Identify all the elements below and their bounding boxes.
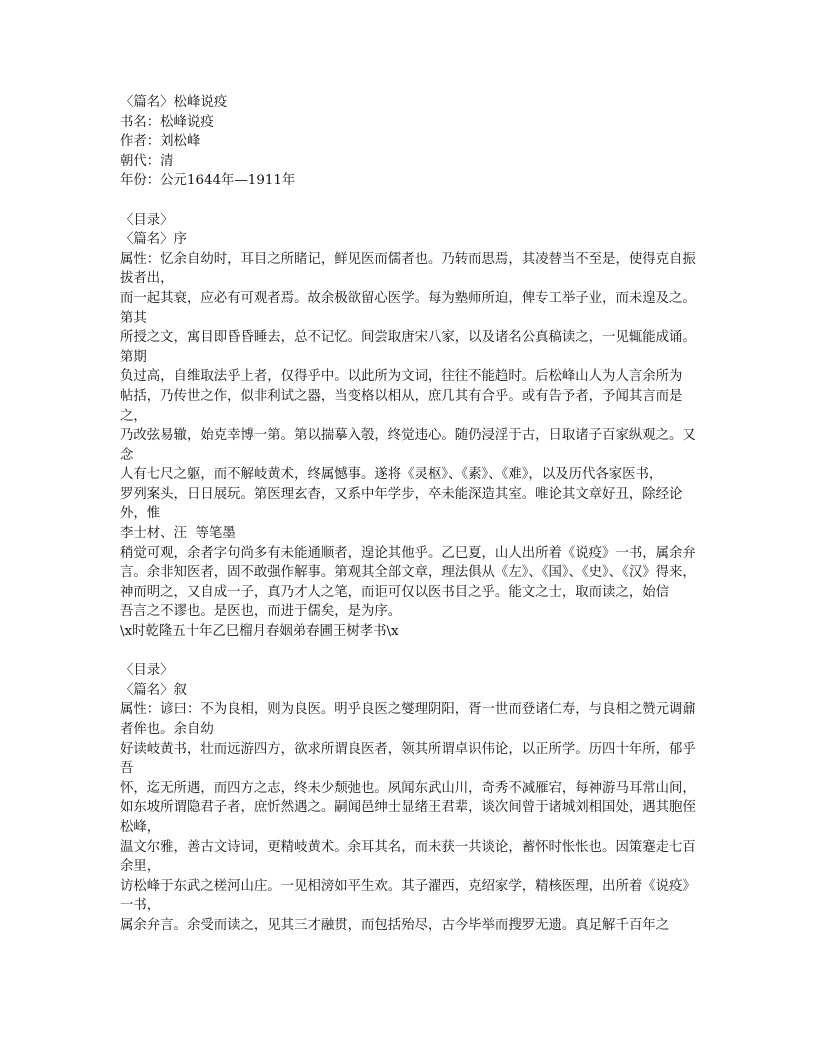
text-line: 而一起其衰，应必有可观者焉。故余极欲留心医学。每为塾师所迫，俾专工举子业，而未遑及之。第其 — [120, 290, 696, 326]
header-dynasty: 朝代：清 — [120, 153, 174, 169]
section-catalog-label: 〈目录〉 — [120, 663, 174, 679]
header-years: 年份：公元1644年—1911年 — [120, 173, 296, 189]
document-header — [120, 93, 698, 191]
text-line: 怀，迄无所遇，而四方之志，终未少颓弛也。夙闻东武山川，奇秀不减雁宕，每神游马耳常山间， — [120, 780, 696, 796]
text-line: 李士材、汪 等笔墨 — [120, 526, 236, 542]
header-book: 书名：松峰说疫 — [120, 114, 214, 130]
section-catalog-label: 〈目录〉 — [120, 212, 174, 228]
text-line: 罗列案头，日日展玩。第医理玄杳，又系中年学步，卒未能深造其室。唯论其文章好丑，除经论外，惟 — [120, 486, 683, 522]
text-line: 稍觉可观，余者字句尚多有未能通顺者，遑论其他乎。乙巳夏，山人出所着《说疫》一书，属余弁 — [120, 545, 696, 561]
header-title-line: 〈篇名〉松峰说疫 — [120, 95, 228, 110]
text-line: 负过高，自维取法乎上者，仅得乎中。以此所为文词，往往不能趋时。后松峰山人为人言余所为 — [120, 369, 683, 385]
text-line: 属余弁言。余受而读之，见其三才融贯，而包括殆尽，古今毕举而搜罗无遗。真足解千百年之 — [120, 917, 670, 933]
text-line: 属性：谚曰：不为良相，则为良医。明乎良医之燮理阴阳，胥一世而登诸仁寿，与良相之赞元调鼐者侔也。余自幼 — [120, 702, 696, 737]
blank-line — [120, 191, 698, 211]
text-line: 好读岐黄书，壮而远游四方，欲求所谓良医者，领其所谓卓识伟论，以正所学。历四十年所，郁乎吾 — [120, 741, 696, 777]
text-line: 访松峰于东武之槎河山庄。一见相滂如平生欢。其子濯西，克绍家学，精核医理，出所着《说疫》一书， — [120, 878, 696, 914]
text-line: 言。余非知医者，固不敢强作解事。第观其全部文章，理法俱从《左》、《国》、《史》、《汉》得来，神而明之，又自成一子，真乃才人之笔，而讵可仅以医书目之乎。能文之士，取而读之，始信 — [120, 565, 696, 600]
header-author: 作者：刘松峰 — [120, 134, 201, 150]
section-preface — [120, 211, 698, 642]
text-line: 人有七尺之躯，而不解岐黄术，终属憾事。遂将《灵枢》、《素》、《难》，以及历代各家医书， — [120, 467, 663, 483]
section-title: 〈篇名〉序 — [120, 232, 187, 248]
text-line: 乃改弦易辙，始克幸博一第。第以揣摹入彀，终觉违心。随仍浸淫于古，日取诸子百家纵观之。又念 — [120, 428, 696, 463]
signature-line: \x时乾隆五十年乙巳榴月春姻弟春圃王树孝书\x — [120, 624, 399, 640]
text-line: 属性：忆余自幼时，耳目之所睹记，鲜见医而儒者也。乃转而思焉，其凌替当不至是，使得克自振拔者出， — [120, 251, 696, 287]
blank-line — [120, 642, 698, 662]
document-page — [120, 93, 698, 936]
text-line: 帖括，乃传世之作，似非利试之器，当变格以相从，庶几其有合乎。或有告予者，予闻其言而是之， — [120, 388, 683, 424]
section-title: 〈篇名〉叙 — [120, 682, 187, 698]
text-line: 吾言之不谬也。是医也，而进于儒矣，是为序。 — [120, 604, 402, 620]
text-line: 如东坡所谓隐君子者，庶忻然遇之。嗣闻邑绅士显绪王君辈，谈次间曾于诸城刘相国处，遇其胞侄松峰， — [120, 800, 696, 835]
text-line: 所授之文，寓目即昏昏睡去，总不记忆。间尝取唐宋八家，以及诸名公真稿读之，一见辄能成诵。第期 — [120, 330, 696, 365]
text-line: 温文尔雅，善古文诗词，更精岐黄术。余耳其名，而未获一共谈论，蓄怀时怅怅也。因策蹇走七百余里， — [120, 839, 696, 875]
section-foreword — [120, 661, 698, 935]
